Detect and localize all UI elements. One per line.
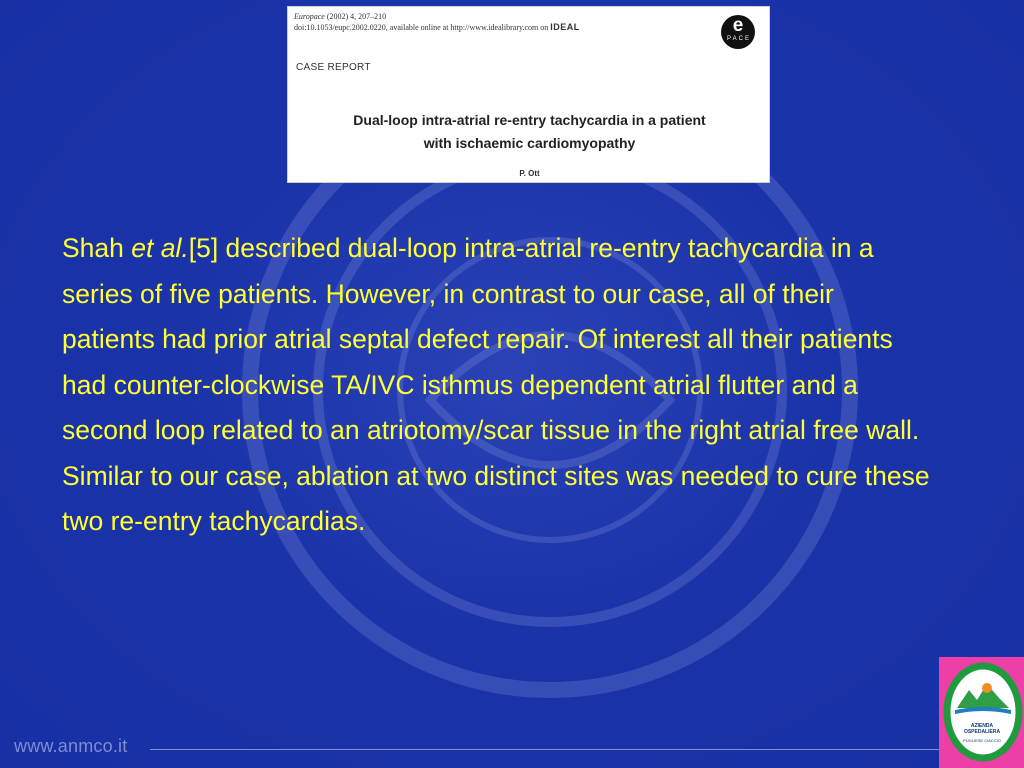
europace-logo-word: PACE <box>727 36 751 42</box>
citation-volume: (2002) 4, 207–210 <box>324 12 387 21</box>
section-label: CASE REPORT <box>296 62 371 73</box>
paper-title <box>288 109 771 155</box>
hospital-logo-title: AZIENDA OSPEDALIERA <box>963 723 1001 735</box>
paper-author: P. Ott <box>519 169 540 178</box>
body-text-rest: [5] described dual-loop intra-atrial re-entry tachycardia in a series of five patients. However, in contrast to our case, all of their patients had prior atrial septal defect repair. Of interest all their patients had counter-clockwise TA/IVC isthmus dependent atrial flutter and a second loop related to an atriotomy/scar tissue in the right atrial free wall. Similar to our case, ablation at two distinct sites was needed to cure these two re-entry tachycardias. <box>62 233 930 536</box>
footer-divider <box>150 749 940 750</box>
hospital-logo <box>939 657 1024 768</box>
hospital-logo-emblem <box>943 662 1023 762</box>
body-author: Shah <box>62 233 132 263</box>
paper-title-line-1: Dual-loop intra-atrial re-entry tachycardia in a patient <box>353 112 706 128</box>
doi-line: doi:10.1053/eupc.2002.0220, available online at http://www.idealibrary.com on <box>294 23 551 32</box>
journal-name: Europace <box>294 12 325 21</box>
footer-url: www.anmco.it <box>14 736 128 756</box>
body-et-al: et al. <box>131 233 189 263</box>
europace-logo <box>721 15 755 49</box>
ideal-logo: IDEAL <box>550 22 580 32</box>
europace-logo-letter: e <box>732 15 744 36</box>
paper-title-line-2: with ischaemic cardiomyopathy <box>423 135 636 151</box>
hospital-logo-subtitle: PUGLIESE CIACCIO <box>963 738 1001 743</box>
body-paragraph <box>62 226 932 545</box>
paper-citation <box>294 12 580 33</box>
paper-header-image <box>287 6 770 183</box>
